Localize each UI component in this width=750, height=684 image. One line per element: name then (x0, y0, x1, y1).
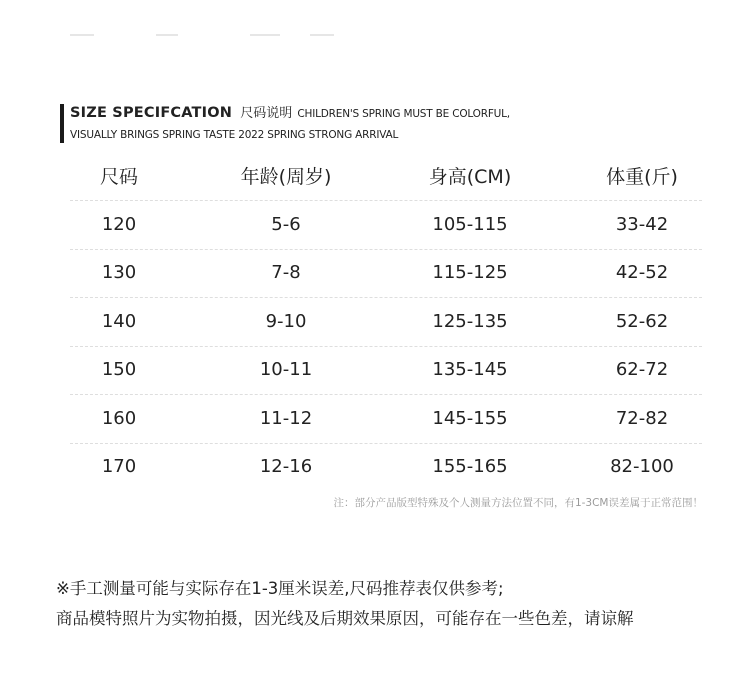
faint-top-artifact (70, 30, 390, 42)
footer-disclaimer (56, 574, 736, 634)
cell-age: 5-6 (271, 213, 301, 235)
header-cell-weight: 体重(斤) (606, 165, 678, 188)
cell-height: 155-165 (432, 456, 508, 478)
cell-age: 10-11 (259, 359, 313, 381)
cell-size: 130 (101, 262, 137, 284)
header-title-cn: 尺码说明 (240, 106, 293, 121)
footer-line-1: ※手工测量可能与实际存在1-3厘米误差,尺码推荐表仅供参考; (56, 579, 504, 598)
cell-age: 12-16 (259, 456, 313, 478)
cell-age: 9-10 (265, 310, 307, 332)
cell-height: 135-145 (432, 359, 508, 381)
cell-age: 7-8 (271, 262, 301, 284)
size-spec-header (60, 104, 730, 143)
cell-size: 120 (101, 213, 137, 235)
footer-line-2: 商品模特照片为实物拍摄，因光线及后期效果原因，可能存在一些色差，请谅解 (56, 609, 634, 628)
cell-height: 115-125 (432, 262, 508, 284)
cell-height: 105-115 (432, 213, 508, 235)
cell-weight: 72-82 (615, 407, 669, 429)
cell-size: 170 (101, 456, 137, 478)
table-row (70, 249, 702, 298)
cell-height: 125-135 (432, 310, 508, 332)
size-table (70, 150, 702, 491)
cell-weight: 52-62 (615, 310, 669, 332)
cell-weight: 42-52 (615, 262, 669, 284)
table-header-row (70, 150, 702, 200)
table-row (70, 297, 702, 346)
cell-size: 160 (101, 407, 137, 429)
cell-weight: 33-42 (615, 213, 669, 235)
measurement-note: 注：部分产品版型特殊及个人测量方法位置不同，有1-3CM误差属于正常范围！ (333, 497, 703, 509)
cell-age: 11-12 (259, 407, 313, 429)
cell-weight: 62-72 (615, 359, 669, 381)
table-row (70, 200, 702, 249)
cell-size: 140 (101, 310, 137, 332)
cell-height: 145-155 (432, 407, 508, 429)
header-subtitle-line1: CHILDREN'S SPRING MUST BE COLORFUL, (297, 108, 510, 120)
table-row (70, 394, 702, 443)
header-title: SIZE SPECIFCATION (70, 105, 233, 121)
cell-weight: 82-100 (610, 456, 674, 478)
header-subtitle-line2: VISUALLY BRINGS SPRING TASTE 2022 SPRING STRONG ARRIVAL (70, 129, 399, 141)
header-cell-age: 年龄(周岁) (240, 165, 332, 188)
table-row (70, 443, 702, 492)
header-cell-height: 身高(CM) (428, 165, 512, 188)
table-row (70, 346, 702, 395)
cell-size: 150 (101, 359, 137, 381)
header-cell-size: 尺码 (99, 165, 138, 188)
